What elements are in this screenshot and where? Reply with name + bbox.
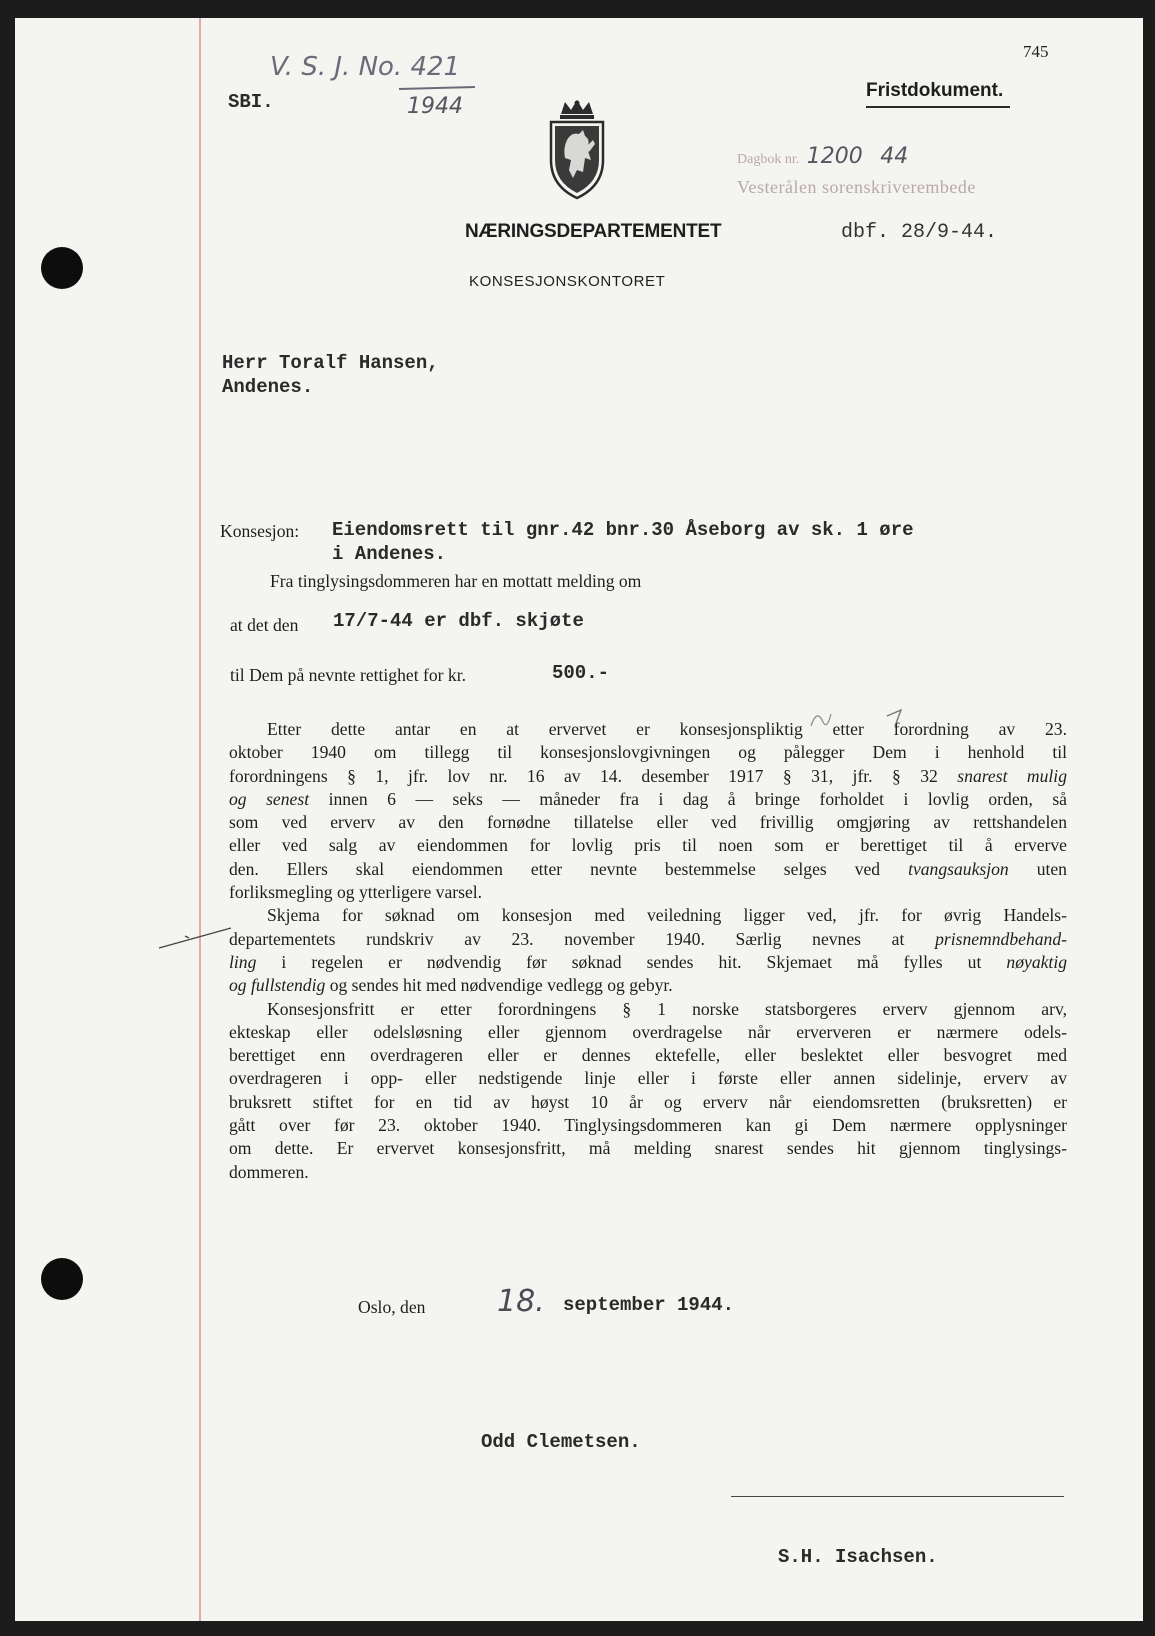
emphasis: snarest mulig [957,765,1067,786]
reference-underline [397,84,477,92]
notice-price-label: til Dem på nevnte rettighet for kr. [230,665,466,685]
stamp-prefix: Dagbok nr. [737,152,800,167]
emphasis: og fullstendig [229,975,326,996]
body-segment: departementets rundskriv av 23. november 1940. Særlig nevnes at [229,928,905,949]
stamp-year: 44 [880,144,909,169]
body-line: gått over før 23. oktober 1940. Tinglysingsdommeren kan gi Dem nærmere opplysninger [229,1115,1067,1136]
document-type: Fristdokument. [866,80,1004,101]
concession-label: Konsesjon: [220,521,300,541]
emphasis: ling [229,951,257,972]
body-line: forliksmegling og ytterligere varsel. [229,882,483,903]
registration-note: dbf. 28/9-44. [841,221,998,244]
emphasis: nøyaktig [1006,951,1068,972]
body-line: bruksrett stiftet for en tid av høyst 10 år og erverv når eiendomsretten (bruksretten) er [229,1091,1067,1112]
margin-pencil-mark [155,912,235,956]
body-segment: forordningens § 1, jfr. lov nr. 16 av 14. desember 1917 § 31, jfr. § 32 [229,765,938,786]
body-segment: innen 6 — seks — måneder fra i dag å bringe forholdet i lovlig orden, så [328,788,1067,809]
concession-value-line1: Eiendomsrett til gnr.42 bnr.30 Åseborg av sk. 1 øre [332,519,914,541]
page-number: 745 [1023,42,1049,61]
notice-date-label: at det den [230,615,299,635]
body-line: ekteskap eller odelsløsning eller gjennom overdragelse når erververen er nærmere odels- [229,1021,1067,1042]
body-segment: den. Ellers skal eiendommen etter nevnte bestemmelse selges ved [229,858,881,879]
margin-rule [199,18,201,1621]
body-line: Etter dette antar en at ervervet er konsesjonspliktig etter forordning av 23. [267,719,1067,739]
body-segment: i regelen er nødvendig før søknad sendes hit. Skjemaet må fylles ut [281,951,982,972]
addressee-line2: Andenes. [222,376,314,398]
signatory-1: Odd Clemetsen. [481,1431,641,1453]
notice-line1: Fra tinglysingsdommeren har en mottatt melding om [270,571,642,591]
body-line: eller ved salg av eiendommen for lovlig pris til noen som er berettiget til å erverve [229,835,1067,856]
typed-reference: SBI. [228,91,274,113]
body-line: dommeren. [229,1161,309,1182]
body-line [229,765,1067,788]
body-line [229,951,1067,974]
body-line [229,788,1067,811]
body-segment: uten [1036,858,1067,879]
handwritten-year: 1944 [407,94,463,119]
addressee-line1: Herr Toralf Hansen, [222,352,439,374]
body-segment: og sendes hit med nødvendige vedlegg og gebyr. [329,975,673,996]
body-line: Konsesjonsfritt er etter forordningens § 1 norske statsborgeres erverv gjennom arv, [267,998,1067,1019]
date-label: Oslo, den [358,1297,426,1317]
date-day: 18. [497,1284,545,1319]
emphasis: tvangsauksjon [908,858,1009,879]
body-line: Skjema for søknad om konsesjon med veiledning ligger ved, jfr. for øvrig Handels- [267,905,1067,926]
body-line [229,928,1067,951]
stamp-line1 [737,144,908,169]
body-line: berettiget enn overdrageren eller er dennes ektefelle, eller beslektet eller besvogret med [229,1045,1067,1066]
emphasis: prisnemndbehand- [935,928,1067,949]
concession-value-line2: i Andenes. [332,543,447,565]
body-line: oktober 1940 om tillegg til konsesjonslovgivningen og pålegger Dem i henhold til [229,742,1067,763]
date-month-year: september 1944. [563,1294,735,1316]
body-line: som ved erverv av den fornødne tillatelse eller ved frivillig omgjøring av rettshandelen [229,812,1067,833]
document-page [15,18,1143,1621]
signatory-2: S.H. Isachsen. [778,1546,938,1568]
signature-line [731,1496,1064,1497]
letter-body [229,718,1067,1184]
body-line [229,974,1067,997]
notice-price-value: 500.- [552,662,610,684]
body-line: overdrageren i opp- eller nedstigende linje eller i første eller annen sidelinje, erverv av [229,1068,1067,1089]
document-type-underline [866,106,1010,108]
stamp-line2: Vesterålen sorenskriverembede [737,177,976,197]
punch-hole-top [41,247,83,289]
coat-of-arms-logo [547,100,607,200]
emphasis: og senest [229,788,310,809]
handwritten-reference: V. S. J. No. 421 [270,52,461,82]
body-line: om dette. Er ervervet konsesjonsfritt, må melding snarest sendes hit gjennom tinglysings- [229,1138,1067,1159]
punch-hole-bottom [41,1258,83,1300]
body-line [229,858,1067,881]
stamp-number: 1200 [806,144,863,169]
notice-date-value: 17/7-44 er dbf. skjøte [333,610,584,632]
department-name: NÆRINGSDEPARTEMENTET [465,221,722,242]
office-name: KONSESJONSKONTORET [469,273,666,290]
